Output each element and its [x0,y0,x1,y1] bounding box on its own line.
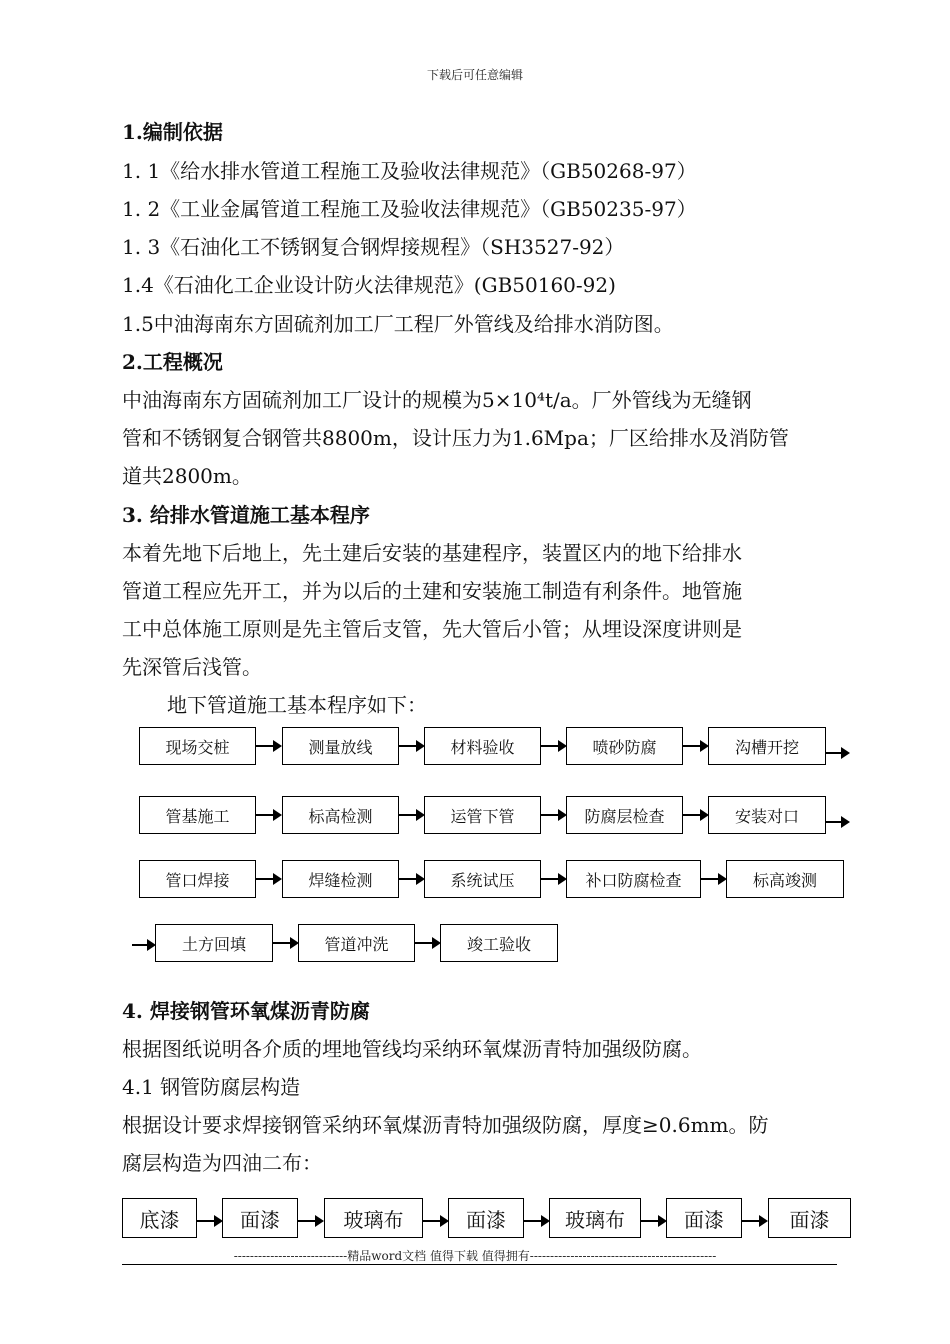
flow-step: 管口焊接 [139,860,256,898]
flow-step: 防腐层检查 [566,796,683,834]
flow-step: 管道冲洗 [298,924,415,962]
flow-step: 焊缝检测 [282,860,399,898]
text-line: 4.1 钢管防腐层构造 [122,1075,301,1099]
flow-step: 现场交桩 [139,727,256,765]
flow-step: 材料验收 [424,727,541,765]
text-line: 管和不锈钢复合钢管共8800m，设计压力为1.6Mpa；厂区给排水及消防管 [122,426,789,450]
text-line: 根据图纸说明各介质的埋地管线均采纳环氧煤沥青特加强级防腐。 [122,1037,702,1061]
flow-step: 沟槽开挖 [708,727,826,765]
flow-step: 补口防腐检查 [566,860,701,898]
flow-step: 喷砂防腐 [566,727,683,765]
arrow-icon [256,878,280,880]
flow-step: 竣工验收 [440,924,558,962]
arrow-icon [701,878,725,880]
flow-step: 土方回填 [155,924,273,962]
flow-intro: 地下管道施工基本程序如下： [167,693,427,717]
text-line: 管道工程应先开工，并为以后的土建和安装施工制造有利条件。地管施 [122,579,742,603]
arrow-icon [541,814,565,816]
text-line: 1. 3《石油化工不锈钢复合钢焊接规程》（SH3527-92） [122,235,625,259]
text-line: 中油海南东方固硫剂加工厂设计的规模为5×10⁴t/a。厂外管线为无缝钢 [122,388,752,412]
arrow-icon [826,821,848,823]
arrow-icon [742,1220,766,1222]
arrow-icon [256,814,280,816]
text-line: 本着先地下后地上，先土建后安装的基建程序，装置区内的地下给排水 [122,541,742,565]
text-line: 根据设计要求焊接钢管采纳环氧煤沥青特加强级防腐，厚度≥0.6mm。防 [122,1113,769,1137]
arrow-icon [256,745,280,747]
coating-step: 面漆 [448,1198,524,1238]
arrow-icon [541,745,565,747]
arrow-icon [399,878,423,880]
flow-step: 管基施工 [139,796,256,834]
flow-step: 安装对口 [708,796,826,834]
page-footer: ----------------------------精品word文档 值得下载 值得拥有---------------------------------------------- [233,1249,717,1263]
text-line: 先深管后浅管。 [122,655,262,679]
arrow-icon [541,878,565,880]
arrow-icon [826,752,848,754]
text-line: 腐层构造为四油二布： [122,1151,322,1175]
section-heading-4: 4. 焊接钢管环氧煤沥青防腐 [122,999,370,1023]
text-line: 1.5中油海南东方固硫剂加工厂工程厂外管线及给排水消防图。 [122,312,674,336]
coating-step: 面漆 [222,1198,298,1238]
arrow-icon [197,1220,221,1222]
arrow-icon [423,1220,447,1222]
arrow-icon [132,944,154,946]
section-heading-1: 1.编制依据 [122,120,223,144]
flow-step: 标高竣测 [726,860,844,898]
arrow-icon [399,745,423,747]
coating-step: 玻璃布 [549,1198,641,1238]
flow-step: 运管下管 [424,796,541,834]
text-line: 1.4《石油化工企业设计防火法律规范》(GB50160-92) [122,273,616,297]
arrow-icon [683,745,707,747]
text-line: 1. 2《工业金属管道工程施工及验收法律规范》（GB50235-97） [122,197,697,221]
coating-step: 底漆 [122,1198,197,1238]
coating-step: 面漆 [768,1198,851,1238]
arrow-icon [524,1220,548,1222]
page-header: 下载后可任意编辑 [426,68,523,82]
arrow-icon [298,1220,322,1222]
section-heading-3: 3. 给排水管道施工基本程序 [122,503,370,527]
coating-step: 面漆 [666,1198,742,1238]
flow-step: 标高检测 [282,796,399,834]
footer-rule [122,1264,837,1265]
arrow-icon [399,814,423,816]
arrow-icon [641,1220,665,1222]
flow-step: 测量放线 [282,727,399,765]
flow-step: 系统试压 [424,860,541,898]
section-heading-2: 2.工程概况 [122,350,223,374]
coating-step: 玻璃布 [324,1198,423,1238]
arrow-icon [683,814,707,816]
text-line: 工中总体施工原则是先主管后支管，先大管后小管；从埋设深度讲则是 [122,617,742,641]
text-line: 1. 1《给水排水管道工程施工及验收法律规范》（GB50268-97） [122,159,697,183]
arrow-icon [273,942,297,944]
arrow-icon [415,942,439,944]
text-line: 道共2800m。 [122,464,252,488]
